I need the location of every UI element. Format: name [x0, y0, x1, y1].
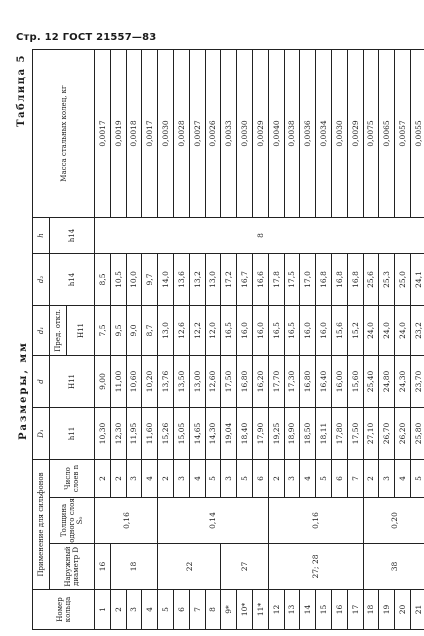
cell-thickness: 0,20 — [363, 498, 424, 544]
cell-D1: 17,80 — [331, 407, 347, 459]
cell-ring-no: 21 — [410, 590, 424, 630]
cell-d1: 9,0 — [126, 305, 142, 355]
cell-D1: 14,65 — [189, 407, 205, 459]
cell-d2: 17,5 — [284, 253, 300, 305]
header-ring-no: Номер кольца — [33, 590, 95, 630]
cell-d2: 16,8 — [331, 253, 347, 305]
page-header: Стр. 12 ГОСТ 21557—83 — [16, 32, 157, 43]
cell-ring-no: 9* — [221, 590, 237, 630]
cell-ring-no: 10* — [237, 590, 253, 630]
cell-d1: 8,7 — [142, 305, 158, 355]
cell-d2: 24,1 — [410, 253, 424, 305]
cell-layers: 3 — [173, 459, 189, 497]
cell-outer-d: 16 — [95, 544, 111, 590]
cell-d2: 16,8 — [316, 253, 332, 305]
cell-layers: 2 — [110, 459, 126, 497]
cell-d2: 17,2 — [221, 253, 237, 305]
cell-D1: 17,90 — [252, 407, 268, 459]
cell-ring-no: 7 — [189, 590, 205, 630]
cell-d2: 25,0 — [395, 253, 411, 305]
cell-mass: 0,0036 — [300, 49, 316, 217]
cell-d: 16,40 — [316, 355, 332, 407]
cell-ring-no: 4 — [142, 590, 158, 630]
header-d1-sub: Пред. откл. — [50, 305, 67, 355]
table-row — [363, 49, 379, 629]
header-d1: d₁ — [33, 305, 50, 355]
cell-d1: 16,5 — [268, 305, 284, 355]
cell-ring-no: 16 — [331, 590, 347, 630]
cell-D1: 18,90 — [284, 407, 300, 459]
cell-d: 16,80 — [237, 355, 253, 407]
cell-mass: 0,0038 — [284, 49, 300, 217]
table-row — [268, 49, 284, 629]
cell-D1: 27,10 — [363, 407, 379, 459]
cell-D1: 17,50 — [347, 407, 363, 459]
cell-d1: 24,0 — [395, 305, 411, 355]
cell-h: 8 — [95, 217, 424, 253]
cell-d: 12,60 — [205, 355, 221, 407]
cell-d2: 10,5 — [110, 253, 126, 305]
header-d: d — [33, 355, 50, 407]
cell-D1: 10,30 — [95, 407, 111, 459]
cell-layers: 7 — [347, 459, 363, 497]
cell-mass: 0,0029 — [347, 49, 363, 217]
cell-D1: 19,04 — [221, 407, 237, 459]
cell-layers: 5 — [205, 459, 221, 497]
header-tol-h11: h11 — [50, 407, 95, 459]
cell-d2: 16,6 — [252, 253, 268, 305]
cell-D1: 19,25 — [268, 407, 284, 459]
cell-layers: 2 — [268, 459, 284, 497]
table-row — [95, 49, 111, 629]
cell-d: 16,80 — [300, 355, 316, 407]
cell-d: 11,00 — [110, 355, 126, 407]
cell-mass: 0,0030 — [237, 49, 253, 217]
cell-d2: 25,6 — [363, 253, 379, 305]
cell-d: 9,00 — [95, 355, 111, 407]
cell-D1: 26,70 — [379, 407, 395, 459]
cell-D1: 15,26 — [158, 407, 174, 459]
cell-outer-d: 18 — [110, 544, 157, 590]
cell-layers: 2 — [363, 459, 379, 497]
cell-layers: 2 — [158, 459, 174, 497]
header-tol-H11: H11 — [50, 355, 95, 407]
cell-ring-no: 2 — [110, 590, 126, 630]
cell-d2: 13,2 — [189, 253, 205, 305]
cell-layers: 3 — [379, 459, 395, 497]
cell-d: 15,60 — [347, 355, 363, 407]
cell-d: 17,30 — [284, 355, 300, 407]
cell-d: 23,70 — [410, 355, 424, 407]
cell-layers: 4 — [300, 459, 316, 497]
cell-thickness: 0,16 — [268, 498, 363, 544]
cell-mass: 0,0030 — [158, 49, 174, 217]
cell-mass: 0,0018 — [126, 49, 142, 217]
cell-layers: 3 — [126, 459, 142, 497]
cell-ring-no: 1 — [95, 590, 111, 630]
cell-ring-no: 15 — [316, 590, 332, 630]
cell-d1: 16,0 — [252, 305, 268, 355]
header-thickness: Толщина одного слоя S₀ — [50, 498, 95, 544]
cell-ring-no: 3 — [126, 590, 142, 630]
cell-d: 10,20 — [142, 355, 158, 407]
cell-ring-no: 12 — [268, 590, 284, 630]
cell-mass: 0,0055 — [410, 49, 424, 217]
cell-d1: 12,6 — [173, 305, 189, 355]
cell-d1: 16,0 — [300, 305, 316, 355]
header-tol-H11b: H11 — [67, 305, 95, 355]
header-mass: Масса стальных колец, кг — [33, 49, 95, 217]
cell-d1: 24,0 — [379, 305, 395, 355]
cell-ring-no: 8 — [205, 590, 221, 630]
cell-d: 10,60 — [126, 355, 142, 407]
cell-d: 13,76 — [158, 355, 174, 407]
cell-layers: 2 — [95, 459, 111, 497]
cell-layers: 3 — [284, 459, 300, 497]
header-D1: D₁ — [33, 407, 50, 459]
cell-mass: 0,0017 — [142, 49, 158, 217]
sizes-caption: Размеры, мм — [18, 341, 29, 440]
cell-mass: 0,0028 — [173, 49, 189, 217]
cell-mass: 0,0034 — [316, 49, 332, 217]
cell-mass: 0,0027 — [189, 49, 205, 217]
cell-outer-d: 27 — [221, 544, 268, 590]
cell-ring-no: 6 — [173, 590, 189, 630]
cell-D1: 11,60 — [142, 407, 158, 459]
header-application: Применение для сильфонов — [33, 459, 50, 589]
cell-d2: 8,5 — [95, 253, 111, 305]
header-d2: d₂ — [33, 253, 50, 305]
cell-layers: 5 — [237, 459, 253, 497]
cell-d2: 14,0 — [158, 253, 174, 305]
cell-d1: 12,2 — [189, 305, 205, 355]
cell-layers: 6 — [331, 459, 347, 497]
cell-mass: 0,0057 — [395, 49, 411, 217]
cell-d2: 17,0 — [300, 253, 316, 305]
cell-d: 16,00 — [331, 355, 347, 407]
cell-mass: 0,0019 — [110, 49, 126, 217]
cell-mass: 0,0033 — [221, 49, 237, 217]
cell-d: 13,50 — [173, 355, 189, 407]
cell-d2: 25,3 — [379, 253, 395, 305]
cell-d1: 13,0 — [158, 305, 174, 355]
cell-d2: 9,7 — [142, 253, 158, 305]
cell-d2: 16,7 — [237, 253, 253, 305]
cell-ring-no: 20 — [395, 590, 411, 630]
cell-d: 25,40 — [363, 355, 379, 407]
cell-D1: 11,95 — [126, 407, 142, 459]
cell-d1: 23,2 — [410, 305, 424, 355]
cell-D1: 15,05 — [173, 407, 189, 459]
cell-thickness: 0,16 — [95, 498, 158, 544]
cell-D1: 18,40 — [237, 407, 253, 459]
header-outer-d: Наружный диаметр D — [50, 544, 95, 590]
cell-d1: 16,0 — [316, 305, 332, 355]
cell-layers: 4 — [189, 459, 205, 497]
cell-mass: 0,0065 — [379, 49, 395, 217]
cell-d: 17,70 — [268, 355, 284, 407]
cell-outer-d: 22 — [158, 544, 221, 590]
cell-ring-no: 5 — [158, 590, 174, 630]
cell-layers: 5 — [316, 459, 332, 497]
cell-layers: 6 — [252, 459, 268, 497]
cell-thickness: 0,14 — [158, 498, 269, 544]
cell-ring-no: 13 — [284, 590, 300, 630]
cell-d1: 12,0 — [205, 305, 221, 355]
cell-d: 13,00 — [189, 355, 205, 407]
header-layers: Число слоев n — [50, 459, 95, 497]
cell-mass: 0,0017 — [95, 49, 111, 217]
cell-mass: 0,0026 — [205, 49, 221, 217]
cell-mass: 0,0029 — [252, 49, 268, 217]
cell-D1: 26,20 — [395, 407, 411, 459]
header-h: h — [33, 217, 50, 253]
cell-d2: 10,0 — [126, 253, 142, 305]
cell-d1: 16,5 — [284, 305, 300, 355]
table-title: Таблица 5 — [16, 54, 27, 127]
cell-layers: 5 — [410, 459, 424, 497]
cell-D1: 12,30 — [110, 407, 126, 459]
cell-d: 17,50 — [221, 355, 237, 407]
header-tol-h14: h14 — [50, 253, 95, 305]
cell-d: 24,80 — [379, 355, 395, 407]
cell-d1: 16,0 — [237, 305, 253, 355]
cell-d2: 13,6 — [173, 253, 189, 305]
cell-d2: 16,8 — [347, 253, 363, 305]
cell-ring-no: 14 — [300, 590, 316, 630]
cell-d1: 24,0 — [363, 305, 379, 355]
cell-D1: 25,80 — [410, 407, 424, 459]
cell-ring-no: 17 — [347, 590, 363, 630]
cell-ring-no: 19 — [379, 590, 395, 630]
rotated-table-area — [16, 50, 423, 630]
cell-layers: 4 — [395, 459, 411, 497]
header-tol-h14b: h14 — [50, 217, 95, 253]
cell-d1: 15,2 — [347, 305, 363, 355]
cell-d2: 17,8 — [268, 253, 284, 305]
cell-D1: 14,30 — [205, 407, 221, 459]
cell-mass: 0,0075 — [363, 49, 379, 217]
cell-layers: 3 — [221, 459, 237, 497]
cell-d: 16,20 — [252, 355, 268, 407]
cell-outer-d: 27; 28 — [268, 544, 363, 590]
cell-layers: 4 — [142, 459, 158, 497]
cell-ring-no: 18 — [363, 590, 379, 630]
rings-table — [32, 49, 424, 630]
cell-d2: 13,0 — [205, 253, 221, 305]
cell-D1: 18,50 — [300, 407, 316, 459]
cell-D1: 18,11 — [316, 407, 332, 459]
cell-mass: 0,0030 — [331, 49, 347, 217]
cell-d1: 15,6 — [331, 305, 347, 355]
cell-d1: 9,5 — [110, 305, 126, 355]
cell-ring-no: 11* — [252, 590, 268, 630]
cell-mass: 0,0040 — [268, 49, 284, 217]
cell-d: 24,30 — [395, 355, 411, 407]
table-row — [158, 49, 174, 629]
cell-outer-d: 38 — [363, 544, 424, 590]
cell-d1: 7,5 — [95, 305, 111, 355]
cell-d1: 16,5 — [221, 305, 237, 355]
